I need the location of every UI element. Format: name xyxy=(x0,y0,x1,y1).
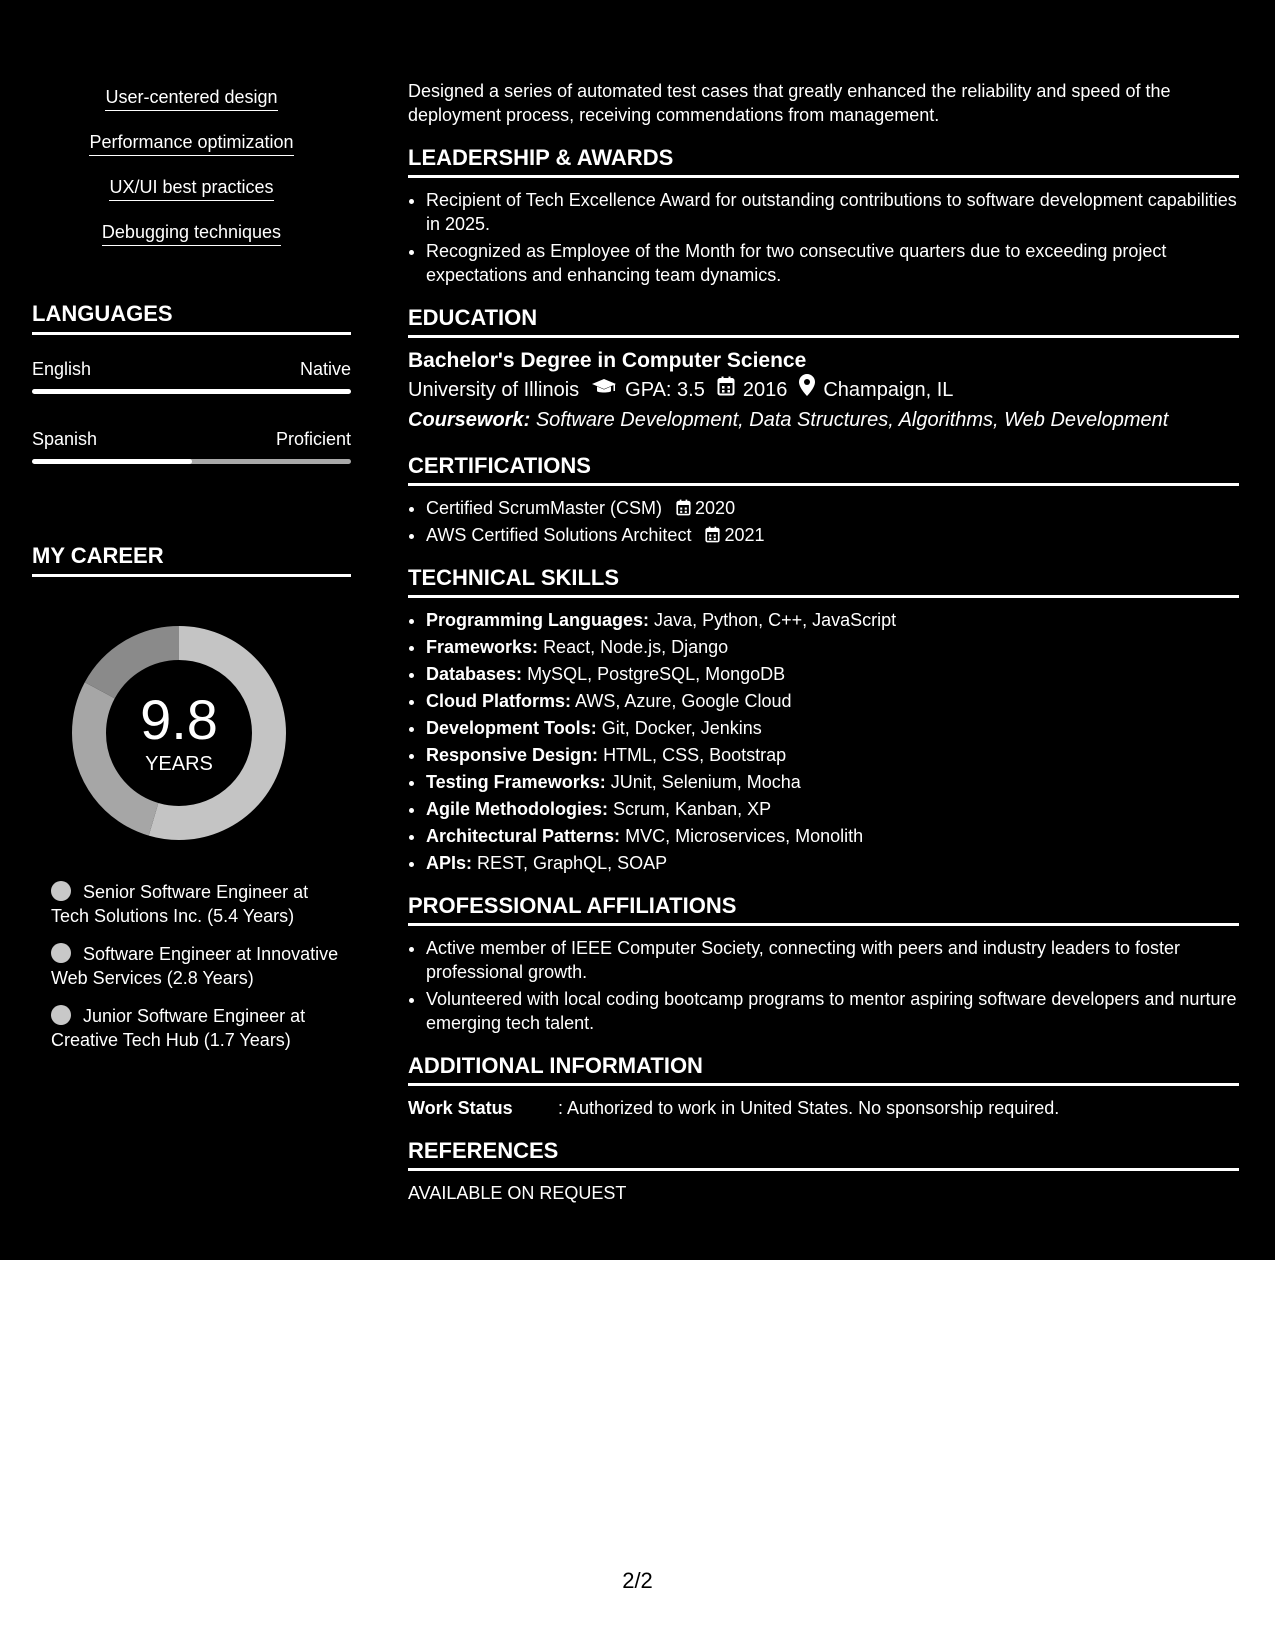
leadership-heading: LEADERSHIP & AWARDS xyxy=(408,145,1239,178)
language-name: English xyxy=(32,359,92,379)
cert-date xyxy=(676,498,735,518)
cert-year: 2021 xyxy=(724,525,765,545)
list-item: • Active member of IEEE Computer Society, connecting with peers and industry leaders to foster professional growth. xyxy=(426,936,1239,984)
list-item xyxy=(426,716,1239,740)
language-level: Native xyxy=(299,359,351,379)
list-item xyxy=(426,635,1239,659)
cert-date xyxy=(705,525,764,545)
skill-item: User-centered design xyxy=(105,86,277,111)
cert-name: AWS Certified Solutions Architect xyxy=(426,525,692,545)
technical-skills-list xyxy=(408,608,1239,875)
calendar-icon xyxy=(705,526,720,543)
school-name: University of Illinois xyxy=(408,378,580,401)
calendar-icon xyxy=(717,375,735,405)
skill-label: Architectural Patterns: xyxy=(426,826,621,846)
career-heading: MY CAREER xyxy=(32,543,351,577)
gpa: GPA: 3.5 xyxy=(625,378,705,401)
language-bar xyxy=(32,459,351,464)
school-location: Champaign, IL xyxy=(823,378,954,401)
languages-heading: LANGUAGES xyxy=(32,301,351,335)
career-total-years: 9.8 xyxy=(140,688,218,751)
list-item: • Recipient of Tech Excellence Award for outstanding contributions to software development capabilities in 2025. xyxy=(426,188,1239,236)
skill-value: HTML, CSS, Bootstrap xyxy=(603,745,787,765)
education-heading: EDUCATION xyxy=(408,305,1239,338)
list-item xyxy=(426,797,1239,821)
work-status-value: : Authorized to work in United States. No sponsorship required. xyxy=(558,1098,1060,1118)
skill-value: AWS, Azure, Google Cloud xyxy=(575,691,792,711)
list-item: • Volunteered with local coding bootcamp programs to mentor aspiring software developers and nurture emerging tech talent. xyxy=(426,987,1239,1035)
skill-label: Databases: xyxy=(426,664,523,684)
list-item xyxy=(426,689,1239,713)
skill-item: UX/UI best practices xyxy=(109,176,273,201)
calendar-icon xyxy=(676,499,691,516)
certifications-heading: CERTIFICATIONS xyxy=(408,453,1239,486)
language-bar xyxy=(32,389,351,394)
list-item xyxy=(426,851,1239,875)
graduation-year: 2016 xyxy=(742,378,788,401)
skill-label: Testing Frameworks: xyxy=(426,772,606,792)
work-status-label: Work Status xyxy=(408,1098,513,1118)
certifications-list xyxy=(408,496,1239,547)
career-item-text: Software Engineer at Innovative Web Services (2.8 Years) xyxy=(51,944,339,988)
list-item: • Recognized as Employee of the Month for two consecutive quarters due to exceeding project expectations and enhancing team dynamics. xyxy=(426,239,1239,287)
career-dot-icon xyxy=(51,881,71,901)
intro-text: Designed a series of automated test cases that greatly enhanced the reliability and speed of the deployment process, receiving commendations from management. xyxy=(408,81,1171,125)
additional-info-heading: ADDITIONAL INFORMATION xyxy=(408,1053,1239,1086)
career-item-text: Senior Software Engineer at Tech Solutions Inc. (5.4 Years) xyxy=(51,882,309,926)
career-item xyxy=(51,1004,341,1052)
cert-name: Certified ScrumMaster (CSM) xyxy=(426,498,663,518)
career-dot-icon xyxy=(51,943,71,963)
work-status-row xyxy=(408,1096,1239,1120)
language-name: Spanish xyxy=(32,429,98,449)
affiliations-list xyxy=(408,936,1239,1035)
language-row xyxy=(32,358,351,380)
skill-label: APIs: xyxy=(426,853,473,873)
skill-value: MVC, Microservices, Monolith xyxy=(625,826,864,846)
skill-label: Programming Languages: xyxy=(426,610,650,630)
cert-year: 2020 xyxy=(695,498,736,518)
list-item xyxy=(426,496,1239,520)
skill-value: Git, Docker, Jenkins xyxy=(601,718,762,738)
references-text: AVAILABLE ON REQUEST xyxy=(408,1183,627,1203)
list-item xyxy=(426,523,1239,547)
career-years-label: YEARS xyxy=(145,753,213,775)
skill-value: REST, GraphQL, SOAP xyxy=(477,853,668,873)
location-pin-icon xyxy=(799,374,815,405)
technical-skills-heading: TECHNICAL SKILLS xyxy=(408,565,1239,598)
career-item xyxy=(51,942,341,990)
affiliations-heading: PROFESSIONAL AFFILIATIONS xyxy=(408,893,1239,926)
skill-value: JUnit, Selenium, Mocha xyxy=(610,772,801,792)
list-item xyxy=(426,743,1239,767)
leadership-list xyxy=(408,188,1239,287)
language-bar-fill xyxy=(32,389,351,394)
language-row xyxy=(32,428,351,450)
coursework xyxy=(408,405,1239,435)
skill-label: Frameworks: xyxy=(426,637,539,657)
skill-value: Scrum, Kanban, XP xyxy=(613,799,772,819)
language-level: Proficient xyxy=(275,429,351,449)
references-heading: REFERENCES xyxy=(408,1138,1239,1171)
skill-value: Java, Python, C++, JavaScript xyxy=(654,610,897,630)
skill-label: Agile Methodologies: xyxy=(426,799,608,819)
career-donut-chart xyxy=(66,620,292,846)
language-bar-fill xyxy=(32,459,192,464)
coursework-label: Coursework: xyxy=(408,409,531,431)
skill-list xyxy=(32,86,351,266)
list-item xyxy=(426,770,1239,794)
skill-value: React, Node.js, Django xyxy=(543,637,729,657)
career-item xyxy=(51,880,341,928)
education-details xyxy=(408,374,1239,405)
skill-value: MySQL, PostgreSQL, MongoDB xyxy=(527,664,786,684)
degree-title: Bachelor's Degree in Computer Science xyxy=(408,349,807,372)
skill-item: Performance optimization xyxy=(89,131,293,156)
list-item xyxy=(426,608,1239,632)
career-dot-icon xyxy=(51,1005,71,1025)
coursework-value: Software Development, Data Structures, Algorithms, Web Development xyxy=(535,409,1169,431)
career-item-text: Junior Software Engineer at Creative Tech Hub (1.7 Years) xyxy=(51,1006,306,1050)
donut-center xyxy=(66,620,292,846)
page-number: 2/2 xyxy=(622,1568,653,1593)
skill-label: Responsive Design: xyxy=(426,745,599,765)
skill-label: Cloud Platforms: xyxy=(426,691,572,711)
skill-item: Debugging techniques xyxy=(102,221,281,246)
list-item xyxy=(426,662,1239,686)
list-item xyxy=(426,824,1239,848)
right-column xyxy=(408,0,1239,1205)
skill-label: Development Tools: xyxy=(426,718,597,738)
career-list xyxy=(51,880,341,1066)
graduation-cap-icon xyxy=(591,375,617,405)
